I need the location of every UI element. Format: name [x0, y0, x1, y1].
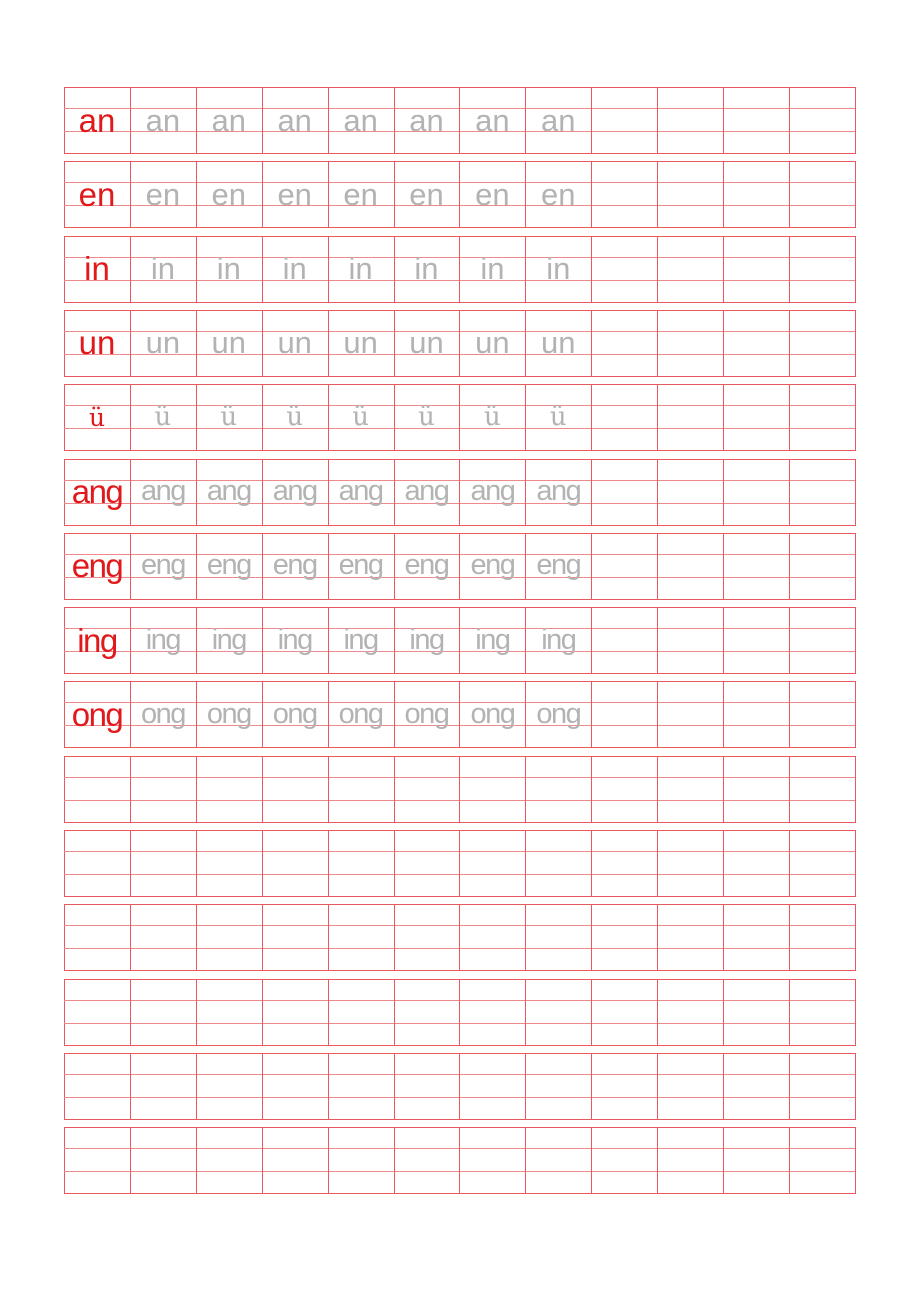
- column-divider: [591, 459, 592, 525]
- column-divider: [723, 830, 724, 896]
- column-divider: [130, 904, 131, 970]
- model-syllable: en: [78, 175, 116, 213]
- column-divider: [525, 756, 526, 822]
- column-divider: [657, 681, 658, 747]
- trace-syllable: an: [541, 102, 576, 138]
- column-divider: [394, 756, 395, 822]
- column-divider: [394, 830, 395, 896]
- column-divider: [196, 1127, 197, 1193]
- column-divider: [262, 1053, 263, 1119]
- trace-syllable: ing: [409, 623, 444, 656]
- column-divider: [723, 310, 724, 376]
- column-divider: [328, 904, 329, 970]
- trace-syllable: en: [211, 176, 247, 212]
- column-divider: [394, 1127, 395, 1193]
- trace-syllable: ing: [277, 623, 312, 656]
- trace-syllable: ang: [536, 475, 581, 507]
- column-divider: [328, 756, 329, 822]
- column-divider: [789, 1127, 790, 1193]
- trace-syllable: eng: [338, 549, 383, 582]
- model-syllable: ong: [71, 695, 123, 733]
- trace-syllable: ang: [206, 475, 251, 507]
- trace-syllable: ong: [272, 697, 317, 730]
- column-divider: [591, 979, 592, 1045]
- writing-row: [64, 904, 855, 970]
- column-divider: [130, 756, 131, 822]
- trace-syllable: ü: [286, 402, 304, 433]
- column-divider: [262, 1127, 263, 1193]
- column-divider: [657, 310, 658, 376]
- column-divider: [657, 236, 658, 302]
- column-divider: [591, 236, 592, 302]
- column-divider: [196, 979, 197, 1045]
- trace-syllable: eng: [470, 549, 515, 582]
- writing-row: [64, 459, 855, 525]
- column-divider: [525, 904, 526, 970]
- column-divider: [723, 681, 724, 747]
- column-divider: [657, 904, 658, 970]
- model-syllable: ing: [77, 621, 117, 659]
- column-divider: [591, 161, 592, 227]
- column-divider: [723, 384, 724, 450]
- column-divider: [657, 830, 658, 896]
- column-divider: [657, 1053, 658, 1119]
- trace-syllable: en: [277, 176, 312, 212]
- writing-row: [64, 756, 855, 822]
- column-divider: [459, 830, 460, 896]
- trace-syllable: en: [145, 176, 181, 212]
- trace-syllable: ing: [211, 623, 246, 656]
- trace-syllable: un: [475, 325, 510, 361]
- column-divider: [394, 979, 395, 1045]
- column-divider: [328, 1127, 329, 1193]
- column-divider: [328, 1053, 329, 1119]
- trace-syllable: ü: [418, 402, 435, 433]
- column-divider: [723, 87, 724, 153]
- column-divider: [723, 161, 724, 227]
- column-divider: [789, 310, 790, 376]
- column-divider: [591, 607, 592, 673]
- column-divider: [789, 87, 790, 153]
- column-divider: [591, 904, 592, 970]
- column-divider: [591, 87, 592, 153]
- column-divider: [789, 459, 790, 525]
- trace-syllable: ong: [536, 697, 581, 730]
- column-divider: [196, 904, 197, 970]
- writing-row: [64, 310, 855, 376]
- column-divider: [789, 904, 790, 970]
- writing-row: [64, 87, 855, 153]
- column-divider: [262, 979, 263, 1045]
- column-divider: [657, 87, 658, 153]
- trace-syllable: ong: [206, 697, 251, 730]
- column-divider: [459, 979, 460, 1045]
- column-divider: [789, 979, 790, 1045]
- column-divider: [789, 533, 790, 599]
- column-divider: [591, 1127, 592, 1193]
- trace-syllable: ü: [549, 402, 567, 433]
- trace-syllable: ü: [154, 402, 172, 433]
- column-divider: [591, 756, 592, 822]
- trace-syllable: ü: [352, 402, 369, 433]
- column-divider: [657, 459, 658, 525]
- column-divider: [196, 1053, 197, 1119]
- trace-syllable: in: [216, 251, 241, 287]
- model-syllable: ü: [88, 402, 106, 432]
- column-divider: [723, 1127, 724, 1193]
- column-divider: [591, 1053, 592, 1119]
- column-divider: [459, 1053, 460, 1119]
- column-divider: [657, 533, 658, 599]
- trace-syllable: ong: [470, 697, 515, 730]
- column-divider: [130, 979, 131, 1045]
- column-divider: [591, 384, 592, 450]
- column-divider: [196, 830, 197, 896]
- writing-row: [64, 1127, 855, 1193]
- column-divider: [657, 384, 658, 450]
- column-divider: [591, 830, 592, 896]
- trace-syllable: ang: [140, 475, 185, 507]
- column-divider: [723, 607, 724, 673]
- column-divider: [789, 236, 790, 302]
- writing-row: [64, 533, 855, 599]
- column-divider: [130, 1127, 131, 1193]
- column-divider: [394, 1053, 395, 1119]
- trace-syllable: eng: [404, 549, 449, 582]
- writing-row: [64, 236, 855, 302]
- column-divider: [789, 830, 790, 896]
- column-divider: [789, 1053, 790, 1119]
- column-divider: [723, 1053, 724, 1119]
- column-divider: [459, 904, 460, 970]
- trace-syllable: ü: [220, 402, 238, 433]
- trace-syllable: in: [348, 251, 373, 287]
- trace-syllable: an: [145, 102, 181, 138]
- trace-syllable: en: [409, 176, 444, 212]
- trace-syllable: eng: [536, 549, 581, 582]
- column-divider: [262, 756, 263, 822]
- trace-syllable: un: [145, 325, 181, 361]
- column-divider: [262, 830, 263, 896]
- model-syllable: ang: [71, 473, 123, 510]
- column-divider: [657, 161, 658, 227]
- trace-syllable: ing: [343, 623, 378, 656]
- column-divider: [723, 756, 724, 822]
- model-syllable: in: [84, 250, 110, 288]
- column-divider: [657, 979, 658, 1045]
- trace-syllable: an: [277, 102, 312, 138]
- column-divider: [723, 459, 724, 525]
- trace-syllable: an: [211, 102, 247, 138]
- trace-syllable: ong: [338, 697, 383, 730]
- column-divider: [789, 756, 790, 822]
- column-divider: [130, 830, 131, 896]
- trace-syllable: ang: [338, 475, 383, 507]
- column-divider: [723, 979, 724, 1045]
- trace-syllable: ang: [470, 475, 515, 507]
- model-syllable: an: [78, 101, 116, 139]
- column-divider: [394, 904, 395, 970]
- column-divider: [459, 1127, 460, 1193]
- column-divider: [789, 607, 790, 673]
- trace-syllable: in: [414, 251, 439, 287]
- trace-syllable: un: [409, 325, 444, 361]
- trace-syllable: en: [475, 176, 510, 212]
- trace-syllable: un: [211, 325, 247, 361]
- model-syllable: un: [78, 324, 116, 362]
- trace-syllable: en: [343, 176, 378, 212]
- writing-row: [64, 161, 855, 227]
- trace-syllable: eng: [140, 549, 185, 582]
- column-divider: [525, 830, 526, 896]
- trace-syllable: ong: [140, 697, 185, 730]
- column-divider: [591, 533, 592, 599]
- column-divider: [657, 607, 658, 673]
- trace-syllable: un: [277, 325, 312, 361]
- column-divider: [657, 756, 658, 822]
- trace-syllable: ing: [145, 623, 180, 656]
- trace-syllable: in: [546, 251, 571, 287]
- column-divider: [328, 830, 329, 896]
- trace-syllable: ü: [484, 402, 501, 433]
- column-divider: [328, 979, 329, 1045]
- trace-syllable: ong: [404, 697, 449, 730]
- column-divider: [525, 1127, 526, 1193]
- trace-syllable: in: [480, 251, 505, 287]
- trace-syllable: ang: [272, 475, 317, 507]
- trace-syllable: eng: [206, 549, 251, 582]
- trace-syllable: un: [541, 325, 576, 361]
- column-divider: [262, 904, 263, 970]
- pinyin-worksheet: [64, 87, 855, 1198]
- writing-row: [64, 1053, 855, 1119]
- column-divider: [723, 236, 724, 302]
- column-divider: [130, 1053, 131, 1119]
- trace-syllable: ing: [541, 623, 576, 656]
- writing-row: [64, 681, 855, 747]
- writing-row: [64, 830, 855, 896]
- column-divider: [789, 161, 790, 227]
- trace-syllable: ang: [404, 475, 449, 507]
- column-divider: [525, 979, 526, 1045]
- column-divider: [723, 533, 724, 599]
- trace-syllable: en: [541, 176, 576, 212]
- column-divider: [591, 310, 592, 376]
- trace-syllable: un: [343, 325, 378, 361]
- column-divider: [723, 904, 724, 970]
- writing-row: [64, 979, 855, 1045]
- trace-syllable: in: [150, 251, 175, 287]
- trace-syllable: an: [409, 102, 444, 138]
- column-divider: [657, 1127, 658, 1193]
- trace-syllable: eng: [272, 549, 317, 582]
- column-divider: [525, 1053, 526, 1119]
- column-divider: [196, 756, 197, 822]
- column-divider: [459, 756, 460, 822]
- trace-syllable: ing: [475, 623, 510, 656]
- writing-row: [64, 384, 855, 450]
- trace-syllable: an: [475, 102, 510, 138]
- trace-syllable: an: [343, 102, 378, 138]
- column-divider: [789, 681, 790, 747]
- column-divider: [789, 384, 790, 450]
- model-syllable: eng: [71, 547, 123, 585]
- column-divider: [591, 681, 592, 747]
- trace-syllable: in: [282, 251, 307, 287]
- writing-row: [64, 607, 855, 673]
